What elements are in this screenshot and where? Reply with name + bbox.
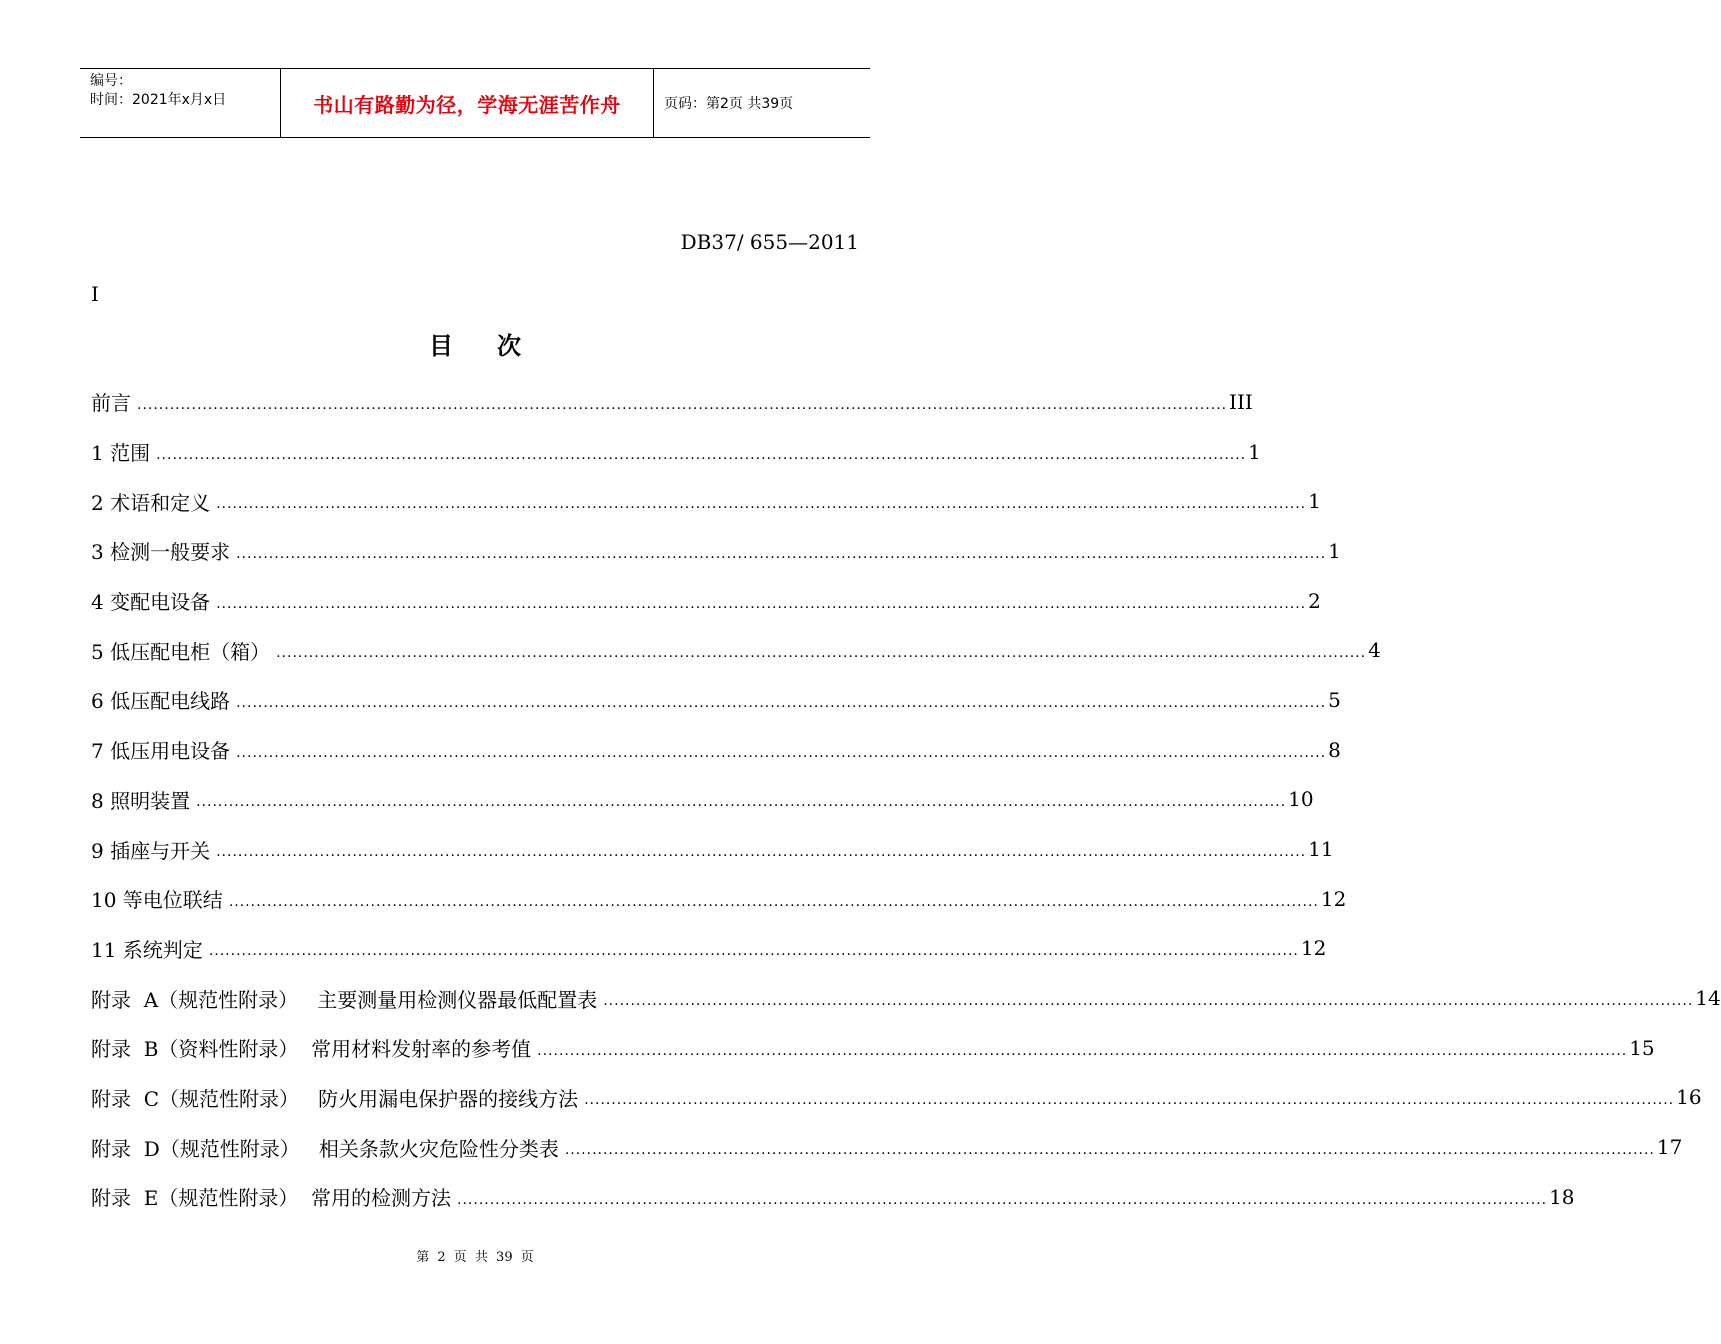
toc-entry-page: 1: [1308, 489, 1321, 514]
toc-entry[interactable]: [91, 377, 1253, 427]
toc-entry-page: 14: [1695, 986, 1721, 1011]
toc-entry[interactable]: [91, 526, 1341, 576]
toc-entry[interactable]: [91, 427, 1261, 477]
time-label: 时间：2021年x月x日: [90, 92, 227, 108]
toc-entry-page: 15: [1629, 1035, 1655, 1060]
toc-entry-page: III: [1229, 389, 1253, 414]
toc-entry-page: 5: [1328, 687, 1341, 712]
toc-entry-label: 10 等电位联结: [91, 888, 223, 913]
toc-entry[interactable]: [91, 476, 1321, 526]
toc-entry-page: 11: [1308, 837, 1334, 862]
toc-entry-page: 1: [1248, 439, 1261, 464]
toc-entry[interactable]: [91, 775, 1314, 825]
toc-entry-label: 9 插座与开关: [91, 838, 211, 863]
toc-leader-dots: ........................................................................................................................................................................................................: [196, 794, 1287, 811]
toc-entry[interactable]: [91, 1073, 1702, 1123]
toc-entry[interactable]: [91, 824, 1334, 874]
motto-text: 书山有路勤为径，学海无涯苦作舟: [313, 92, 621, 117]
roman-page-number: I: [91, 282, 99, 306]
toc-leader-dots: ........................................................................................................................................................................................................: [216, 496, 1307, 513]
toc-entry-label: 8 照明装置: [91, 788, 191, 813]
page-info: 页码：第2页 共39页: [664, 96, 794, 112]
table-of-contents: [91, 377, 1721, 1222]
toc-entry-label: 1 范围: [91, 441, 151, 466]
toc-entry-page: 10: [1288, 787, 1314, 812]
toc-entry[interactable]: [91, 924, 1327, 974]
toc-entry[interactable]: [91, 1172, 1575, 1222]
toc-entry-page: 1: [1328, 538, 1341, 563]
toc-entry[interactable]: [91, 973, 1721, 1023]
header-left-cell: [80, 69, 281, 137]
toc-leader-dots: ........................................................................................................................................................................................................: [537, 1042, 1628, 1059]
toc-entry-page: 4: [1368, 638, 1381, 663]
toc-entry-label: 3 检测一般要求: [91, 540, 231, 565]
header-motto-cell: [281, 69, 654, 137]
toc-entry[interactable]: [91, 1023, 1655, 1073]
toc-leader-dots: ........................................................................................................................................................................................................: [216, 595, 1307, 612]
toc-entry-page: 12: [1300, 936, 1327, 961]
toc-entry-page: 16: [1676, 1085, 1702, 1110]
toc-entry-page: 17: [1656, 1135, 1683, 1160]
toc-leader-dots: ........................................................................................................................................................................................................: [457, 1191, 1548, 1208]
toc-leader-dots: ........................................................................................................................................................................................................: [236, 545, 1327, 562]
toc-leader-dots: ........................................................................................................................................................................................................: [137, 396, 1228, 413]
toc-leader-dots: ........................................................................................................................................................................................................: [564, 1142, 1655, 1159]
toc-leader-dots: ........................................................................................................................................................................................................: [228, 893, 1319, 910]
toc-leader-dots: ........................................................................................................................................................................................................: [276, 645, 1367, 662]
toc-title: 目次: [429, 331, 565, 360]
toc-entry-page: 8: [1328, 737, 1341, 762]
number-label: 编号：: [90, 73, 132, 89]
toc-leader-dots: ........................................................................................................................................................................................................: [603, 993, 1694, 1010]
toc-entry-label: 附录 B（资料性附录） 常用材料发射率的参考值: [91, 1037, 532, 1062]
toc-entry[interactable]: [91, 725, 1341, 775]
document-code: DB37/ 655—2011: [680, 230, 859, 254]
header-page-cell: [654, 69, 870, 137]
toc-leader-dots: ........................................................................................................................................................................................................: [216, 844, 1307, 861]
toc-entry-page: 12: [1320, 886, 1347, 911]
toc-entry-label: 附录 C（规范性附录） 防火用漏电保护器的接线方法: [91, 1086, 579, 1111]
toc-entry-label: 5 低压配电柜（箱）: [91, 639, 271, 664]
toc-entry[interactable]: [91, 1122, 1683, 1172]
toc-entry-page: 18: [1549, 1184, 1575, 1209]
toc-entry-page: 2: [1308, 588, 1321, 613]
toc-entry-label: 4 变配电设备: [91, 590, 211, 615]
toc-entry-label: 6 低压配电线路: [91, 689, 231, 714]
toc-entry-label: 11 系统判定: [91, 937, 203, 962]
toc-entry-label: 附录 A（规范性附录） 主要测量用检测仪器最低配置表: [91, 987, 598, 1012]
toc-entry-label: 附录 E（规范性附录） 常用的检测方法: [91, 1186, 452, 1211]
toc-leader-dots: ........................................................................................................................................................................................................: [236, 694, 1327, 711]
toc-entry[interactable]: [91, 625, 1381, 675]
toc-leader-dots: ........................................................................................................................................................................................................: [236, 744, 1327, 761]
page-header: [80, 68, 870, 138]
page-footer: 第 2 页 共 39 页: [416, 1250, 534, 1265]
toc-leader-dots: ........................................................................................................................................................................................................: [156, 446, 1247, 463]
toc-entry-label: 附录 D（规范性附录） 相关条款火灾危险性分类表: [91, 1136, 559, 1161]
toc-leader-dots: ........................................................................................................................................................................................................: [584, 1092, 1675, 1109]
toc-entry-label: 7 低压用电设备: [91, 739, 231, 764]
toc-entry[interactable]: [91, 675, 1341, 725]
toc-entry[interactable]: [91, 576, 1321, 626]
toc-entry-label: 2 术语和定义: [91, 490, 211, 515]
toc-entry[interactable]: [91, 874, 1347, 924]
toc-leader-dots: ........................................................................................................................................................................................................: [208, 943, 1299, 960]
toc-entry-label: 前言: [91, 391, 131, 416]
